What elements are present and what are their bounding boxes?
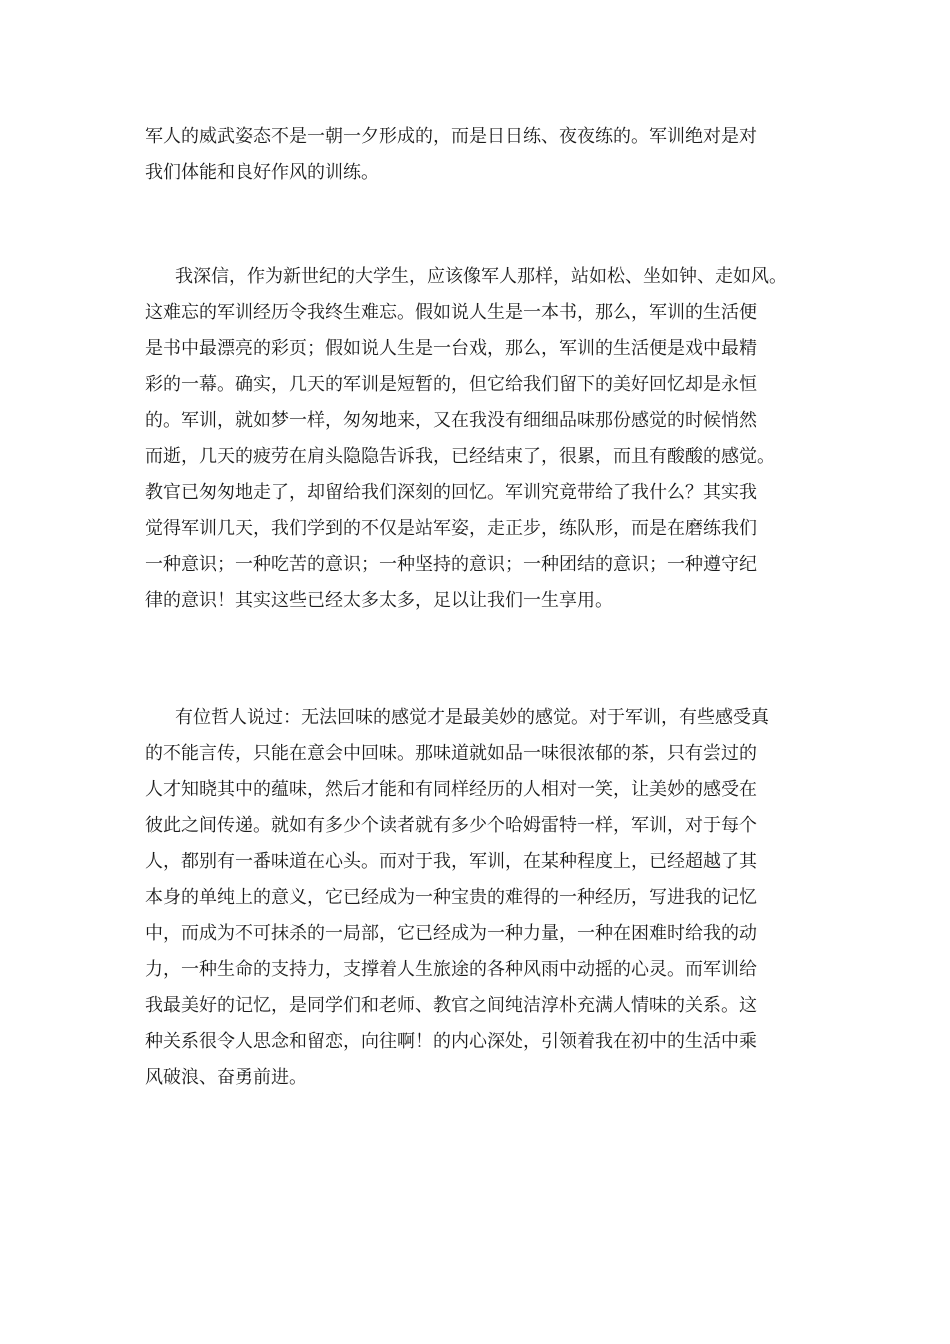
text-line: 是书中最漂亮的彩页；假如说人生是一台戏，那么，军训的生活便是戏中最精 xyxy=(145,338,757,359)
text-line: 力，一种生命的支持力，支撑着人生旅途的各种风雨中动摇的心灵。而军训给 xyxy=(145,959,757,980)
text-line: 律的意识！其实这些已经太多太多，足以让我们一生享用。 xyxy=(145,590,613,611)
text-line: 种关系很令人思念和留恋，向往啊！的内心深处，引领着我在初中的生活中乘 xyxy=(145,1031,757,1052)
text-line: 风破浪、奋勇前进。 xyxy=(145,1067,307,1088)
paragraph-1 xyxy=(145,119,757,191)
text-line: 这难忘的军训经历令我终生难忘。假如说人生是一本书，那么，军训的生活便 xyxy=(145,302,757,323)
text-line: 人才知晓其中的蕴味，然后才能和有同样经历的人相对一笑，让美妙的感受在 xyxy=(145,779,757,800)
text-line: 我深信，作为新世纪的大学生，应该像军人那样，站如松、坐如钟、走如风。 xyxy=(175,266,787,287)
text-line: 觉得军训几天，我们学到的不仅是站军姿，走正步，练队形，而是在磨练我们 xyxy=(145,518,757,539)
text-line: 教官已匆匆地走了，却留给我们深刻的回忆。军训究竟带给了我什么？其实我 xyxy=(145,482,757,503)
text-line: 人，都别有一番味道在心头。而对于我，军训，在某种程度上，已经超越了其 xyxy=(145,851,757,872)
paragraph-2 xyxy=(145,259,787,619)
text-line: 有位哲人说过：无法回味的感觉才是最美妙的感觉。对于军训，有些感受真 xyxy=(175,707,769,728)
paragraph-3 xyxy=(145,700,769,1096)
text-line: 的。军训，就如梦一样，匆匆地来，又在我没有细细品味那份感觉的时候悄然 xyxy=(145,410,757,431)
text-line: 我们体能和良好作风的训练。 xyxy=(145,162,379,183)
text-line: 一种意识；一种吃苦的意识；一种坚持的意识；一种团结的意识；一种遵守纪 xyxy=(145,554,757,575)
text-line: 彼此之间传递。就如有多少个读者就有多少个哈姆雷特一样，军训，对于每个 xyxy=(145,815,757,836)
text-line: 中，而成为不可抹杀的一局部，它已经成为一种力量，一种在困难时给我的动 xyxy=(145,923,757,944)
text-line: 我最美好的记忆，是同学们和老师、教官之间纯洁淳朴充满人情味的关系。这 xyxy=(145,995,757,1016)
text-line: 的不能言传，只能在意会中回味。那味道就如品一味很浓郁的茶，只有尝过的 xyxy=(145,743,757,764)
text-line: 而逝，几天的疲劳在肩头隐隐告诉我，已经结束了，很累，而且有酸酸的感觉。 xyxy=(145,446,775,467)
text-line: 彩的一幕。确实，几天的军训是短暂的，但它给我们留下的美好回忆却是永恒 xyxy=(145,374,757,395)
text-line: 本身的单纯上的意义，它已经成为一种宝贵的难得的一种经历，写进我的记忆 xyxy=(145,887,757,908)
text-line: 军人的威武姿态不是一朝一夕形成的，而是日日练、夜夜练的。军训绝对是对 xyxy=(145,126,757,147)
